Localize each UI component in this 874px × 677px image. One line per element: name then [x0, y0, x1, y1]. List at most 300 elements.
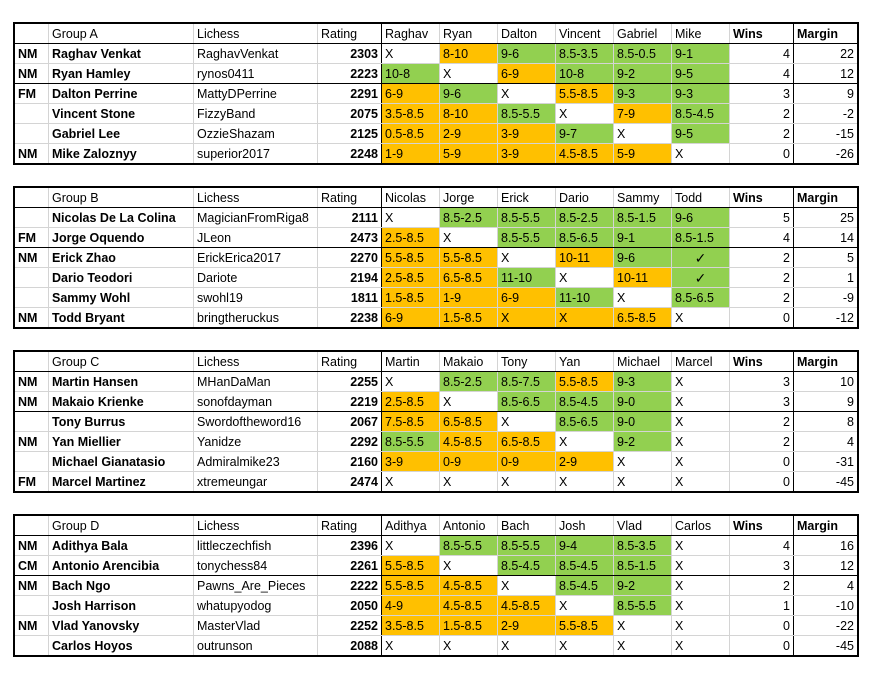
- player-name: Vincent Stone: [49, 104, 194, 124]
- opponent-column-header: Raghav: [382, 23, 440, 44]
- player-title: NM: [14, 308, 49, 329]
- match-result-cell: X: [614, 636, 672, 657]
- group-name: Group C: [49, 351, 194, 372]
- margin-value: -26: [794, 144, 859, 165]
- player-row: [14, 412, 858, 432]
- player-title: NM: [14, 536, 49, 556]
- header-rating: Rating: [318, 351, 382, 372]
- match-result-cell: X: [382, 472, 440, 493]
- match-result-cell: X: [672, 536, 730, 556]
- player-row: [14, 432, 858, 452]
- match-result-cell: 2-9: [498, 616, 556, 636]
- wins-count: 0: [730, 636, 794, 657]
- group-c-block: [13, 350, 859, 493]
- match-result-cell: 8.5-5.5: [498, 228, 556, 248]
- header-rating: Rating: [318, 515, 382, 536]
- match-result-cell: 8.5-5.5: [498, 104, 556, 124]
- match-result-cell: 8.5-2.5: [556, 208, 614, 228]
- player-name: Ryan Hamley: [49, 64, 194, 84]
- standings-table: [13, 514, 859, 657]
- wins-count: 3: [730, 84, 794, 104]
- match-result-cell: 8.5-5.5: [614, 596, 672, 616]
- header-lichess: Lichess: [194, 351, 318, 372]
- match-result-cell: X: [672, 412, 730, 432]
- match-result-cell: X: [614, 288, 672, 308]
- player-name: Yan Miellier: [49, 432, 194, 452]
- header-title-cell: [14, 187, 49, 208]
- player-name: Todd Bryant: [49, 308, 194, 329]
- match-result-cell: X: [556, 104, 614, 124]
- player-rating: 2075: [318, 104, 382, 124]
- header-margin: Margin: [794, 187, 859, 208]
- wins-count: 1: [730, 596, 794, 616]
- match-result-cell: 9-2: [614, 576, 672, 596]
- lichess-handle: Admiralmike23: [194, 452, 318, 472]
- match-result-cell: 2.5-8.5: [382, 392, 440, 412]
- player-title: NM: [14, 64, 49, 84]
- player-row: [14, 392, 858, 412]
- opponent-column-header: Martin: [382, 351, 440, 372]
- player-rating: 2303: [318, 44, 382, 64]
- player-row: [14, 596, 858, 616]
- margin-value: 10: [794, 372, 859, 392]
- margin-value: -45: [794, 472, 859, 493]
- player-rating: 2223: [318, 64, 382, 84]
- player-name: Josh Harrison: [49, 596, 194, 616]
- match-result-cell: 8.5-1.5: [614, 208, 672, 228]
- player-rating: 2252: [318, 616, 382, 636]
- player-rating: 2291: [318, 84, 382, 104]
- match-result-cell: 8.5-1.5: [672, 228, 730, 248]
- player-row: [14, 472, 858, 493]
- match-result-cell: 9-3: [672, 84, 730, 104]
- player-name: Marcel Martinez: [49, 472, 194, 493]
- header-title-cell: [14, 351, 49, 372]
- match-result-cell: 5.5-8.5: [382, 576, 440, 596]
- opponent-column-header: Dario: [556, 187, 614, 208]
- player-name: Michael Gianatasio: [49, 452, 194, 472]
- standings-table: [13, 22, 859, 165]
- player-rating: 2270: [318, 248, 382, 268]
- player-title: [14, 104, 49, 124]
- match-result-cell: 1.5-8.5: [440, 308, 498, 329]
- wins-count: 5: [730, 208, 794, 228]
- lichess-handle: outrunson: [194, 636, 318, 657]
- match-result-cell: X: [672, 596, 730, 616]
- opponent-column-header: Carlos: [672, 515, 730, 536]
- match-result-cell: X: [382, 536, 440, 556]
- check-icon-cell: ✓: [672, 268, 730, 288]
- match-result-cell: 9-5: [672, 124, 730, 144]
- match-result-cell: X: [382, 636, 440, 657]
- match-result-cell: 8.5-3.5: [614, 536, 672, 556]
- player-rating: 2050: [318, 596, 382, 616]
- player-title: NM: [14, 44, 49, 64]
- lichess-handle: ErickErica2017: [194, 248, 318, 268]
- margin-value: 9: [794, 392, 859, 412]
- match-result-cell: 2.5-8.5: [382, 268, 440, 288]
- match-result-cell: 0-9: [440, 452, 498, 472]
- match-result-cell: 4.5-8.5: [440, 432, 498, 452]
- margin-value: 1: [794, 268, 859, 288]
- match-result-cell: X: [672, 372, 730, 392]
- margin-value: 8: [794, 412, 859, 432]
- wins-count: 0: [730, 616, 794, 636]
- header-wins: Wins: [730, 351, 794, 372]
- match-result-cell: 8.5-4.5: [556, 576, 614, 596]
- wins-count: 0: [730, 472, 794, 493]
- match-result-cell: 2.5-8.5: [382, 228, 440, 248]
- match-result-cell: X: [498, 308, 556, 329]
- match-result-cell: X: [672, 616, 730, 636]
- lichess-handle: littleczechfish: [194, 536, 318, 556]
- match-result-cell: X: [672, 556, 730, 576]
- player-row: [14, 84, 858, 104]
- wins-count: 4: [730, 64, 794, 84]
- wins-count: 0: [730, 308, 794, 329]
- match-result-cell: 9-6: [672, 208, 730, 228]
- player-row: [14, 308, 858, 329]
- match-result-cell: 8.5-5.5: [498, 208, 556, 228]
- player-rating: 2111: [318, 208, 382, 228]
- match-result-cell: 6-9: [382, 84, 440, 104]
- player-row: [14, 556, 858, 576]
- match-result-cell: 4.5-8.5: [440, 576, 498, 596]
- match-result-cell: X: [672, 472, 730, 493]
- group-name: Group A: [49, 23, 194, 44]
- header-lichess: Lichess: [194, 187, 318, 208]
- player-rating: 2473: [318, 228, 382, 248]
- match-result-cell: X: [382, 372, 440, 392]
- opponent-column-header: Marcel: [672, 351, 730, 372]
- match-result-cell: X: [556, 308, 614, 329]
- lichess-handle: MagicianFromRiga8: [194, 208, 318, 228]
- opponent-column-header: Todd: [672, 187, 730, 208]
- player-title: NM: [14, 392, 49, 412]
- player-row: [14, 228, 858, 248]
- match-result-cell: 8-10: [440, 44, 498, 64]
- match-result-cell: 0.5-8.5: [382, 124, 440, 144]
- lichess-handle: swohl19: [194, 288, 318, 308]
- header-title-cell: [14, 23, 49, 44]
- check-icon-cell: ✓: [672, 248, 730, 268]
- header-wins: Wins: [730, 187, 794, 208]
- match-result-cell: X: [556, 268, 614, 288]
- player-row: [14, 104, 858, 124]
- match-result-cell: 10-11: [614, 268, 672, 288]
- wins-count: 2: [730, 576, 794, 596]
- header-row: [14, 351, 858, 372]
- wins-count: 2: [730, 124, 794, 144]
- match-result-cell: 8.5-4.5: [672, 104, 730, 124]
- opponent-column-header: Sammy: [614, 187, 672, 208]
- match-result-cell: 0-9: [498, 452, 556, 472]
- lichess-handle: Dariote: [194, 268, 318, 288]
- player-title: [14, 636, 49, 657]
- player-row: [14, 616, 858, 636]
- player-rating: 2255: [318, 372, 382, 392]
- match-result-cell: X: [556, 636, 614, 657]
- match-result-cell: 4.5-8.5: [556, 144, 614, 165]
- match-result-cell: 4.5-8.5: [498, 596, 556, 616]
- lichess-handle: rynos0411: [194, 64, 318, 84]
- player-rating: 2292: [318, 432, 382, 452]
- lichess-handle: tonychess84: [194, 556, 318, 576]
- match-result-cell: X: [498, 84, 556, 104]
- player-row: [14, 452, 858, 472]
- opponent-column-header: Jorge: [440, 187, 498, 208]
- match-result-cell: X: [614, 616, 672, 636]
- group-d-block: [13, 514, 859, 657]
- player-name: Carlos Hoyos: [49, 636, 194, 657]
- header-wins: Wins: [730, 23, 794, 44]
- lichess-handle: OzzieShazam: [194, 124, 318, 144]
- match-result-cell: X: [672, 576, 730, 596]
- header-row: [14, 187, 858, 208]
- match-result-cell: 5.5-8.5: [556, 372, 614, 392]
- opponent-column-header: Tony: [498, 351, 556, 372]
- match-result-cell: X: [498, 412, 556, 432]
- wins-count: 4: [730, 228, 794, 248]
- opponent-column-header: Adithya: [382, 515, 440, 536]
- player-name: Gabriel Lee: [49, 124, 194, 144]
- player-title: NM: [14, 616, 49, 636]
- margin-value: -2: [794, 104, 859, 124]
- match-result-cell: 3.5-8.5: [382, 104, 440, 124]
- player-name: Jorge Oquendo: [49, 228, 194, 248]
- player-title: [14, 288, 49, 308]
- player-name: Sammy Wohl: [49, 288, 194, 308]
- match-result-cell: 1.5-8.5: [440, 616, 498, 636]
- margin-value: -31: [794, 452, 859, 472]
- header-lichess: Lichess: [194, 515, 318, 536]
- match-result-cell: 8-10: [440, 104, 498, 124]
- match-result-cell: X: [672, 636, 730, 657]
- group-a-block: [13, 22, 859, 165]
- group-b-block: [13, 186, 859, 329]
- opponent-column-header: Antonio: [440, 515, 498, 536]
- header-row: [14, 23, 858, 44]
- margin-value: 5: [794, 248, 859, 268]
- player-rating: 2219: [318, 392, 382, 412]
- match-result-cell: 2-9: [556, 452, 614, 472]
- match-result-cell: 11-10: [556, 288, 614, 308]
- header-rating: Rating: [318, 187, 382, 208]
- opponent-column-header: Mike: [672, 23, 730, 44]
- match-result-cell: 8.5-2.5: [440, 208, 498, 228]
- player-rating: 2194: [318, 268, 382, 288]
- margin-value: -10: [794, 596, 859, 616]
- match-result-cell: X: [556, 596, 614, 616]
- player-row: [14, 576, 858, 596]
- player-row: [14, 636, 858, 657]
- player-row: [14, 124, 858, 144]
- match-result-cell: 3-9: [498, 124, 556, 144]
- margin-value: 4: [794, 432, 859, 452]
- player-rating: 2238: [318, 308, 382, 329]
- player-rating: 2261: [318, 556, 382, 576]
- margin-value: -22: [794, 616, 859, 636]
- player-row: [14, 64, 858, 84]
- wins-count: 0: [730, 144, 794, 165]
- match-result-cell: X: [498, 576, 556, 596]
- match-result-cell: 8.5-5.5: [498, 536, 556, 556]
- match-result-cell: 1.5-8.5: [382, 288, 440, 308]
- opponent-column-header: Michael: [614, 351, 672, 372]
- header-row: [14, 515, 858, 536]
- margin-value: 9: [794, 84, 859, 104]
- wins-count: 2: [730, 248, 794, 268]
- player-name: Dalton Perrine: [49, 84, 194, 104]
- match-result-cell: 3-9: [382, 452, 440, 472]
- player-title: [14, 208, 49, 228]
- match-result-cell: 8.5-5.5: [382, 432, 440, 452]
- match-result-cell: 1-9: [440, 288, 498, 308]
- match-result-cell: 9-5: [672, 64, 730, 84]
- match-result-cell: 8.5-4.5: [556, 556, 614, 576]
- header-wins: Wins: [730, 515, 794, 536]
- match-result-cell: X: [556, 472, 614, 493]
- match-result-cell: X: [440, 556, 498, 576]
- match-result-cell: 9-2: [614, 432, 672, 452]
- match-result-cell: X: [614, 452, 672, 472]
- player-title: NM: [14, 144, 49, 165]
- match-result-cell: X: [440, 636, 498, 657]
- match-result-cell: 8.5-1.5: [614, 556, 672, 576]
- player-name: Adithya Bala: [49, 536, 194, 556]
- match-result-cell: 8.5-6.5: [498, 392, 556, 412]
- player-name: Raghav Venkat: [49, 44, 194, 64]
- wins-count: 3: [730, 372, 794, 392]
- standings-table: [13, 186, 859, 329]
- match-result-cell: 9-6: [614, 248, 672, 268]
- match-result-cell: 4-9: [382, 596, 440, 616]
- lichess-handle: bringtheruckus: [194, 308, 318, 329]
- match-result-cell: 9-6: [440, 84, 498, 104]
- player-rating: 1811: [318, 288, 382, 308]
- margin-value: 14: [794, 228, 859, 248]
- player-name: Vlad Yanovsky: [49, 616, 194, 636]
- player-name: Erick Zhao: [49, 248, 194, 268]
- match-result-cell: 8.5-6.5: [672, 288, 730, 308]
- match-result-cell: 9-0: [614, 392, 672, 412]
- match-result-cell: 9-4: [556, 536, 614, 556]
- match-result-cell: 9-1: [614, 228, 672, 248]
- player-title: NM: [14, 248, 49, 268]
- margin-value: -12: [794, 308, 859, 329]
- lichess-handle: xtremeungar: [194, 472, 318, 493]
- match-result-cell: X: [498, 636, 556, 657]
- lichess-handle: Yanidze: [194, 432, 318, 452]
- wins-count: 3: [730, 556, 794, 576]
- match-result-cell: 11-10: [498, 268, 556, 288]
- player-title: [14, 268, 49, 288]
- margin-value: -15: [794, 124, 859, 144]
- match-result-cell: 6.5-8.5: [614, 308, 672, 329]
- match-result-cell: 9-1: [672, 44, 730, 64]
- lichess-handle: RaghavVenkat: [194, 44, 318, 64]
- match-result-cell: 9-3: [614, 372, 672, 392]
- player-title: NM: [14, 372, 49, 392]
- wins-count: 2: [730, 288, 794, 308]
- match-result-cell: 8.5-7.5: [498, 372, 556, 392]
- match-result-cell: 9-6: [498, 44, 556, 64]
- player-name: Antonio Arencibia: [49, 556, 194, 576]
- player-row: [14, 248, 858, 268]
- opponent-column-header: Nicolas: [382, 187, 440, 208]
- match-result-cell: 7-9: [614, 104, 672, 124]
- lichess-handle: Swordoftheword16: [194, 412, 318, 432]
- wins-count: 2: [730, 268, 794, 288]
- margin-value: 22: [794, 44, 859, 64]
- player-row: [14, 372, 858, 392]
- player-row: [14, 208, 858, 228]
- opponent-column-header: Ryan: [440, 23, 498, 44]
- group-name: Group B: [49, 187, 194, 208]
- player-title: [14, 596, 49, 616]
- lichess-handle: JLeon: [194, 228, 318, 248]
- wins-count: 2: [730, 104, 794, 124]
- match-result-cell: 9-7: [556, 124, 614, 144]
- match-result-cell: X: [672, 308, 730, 329]
- match-result-cell: 5.5-8.5: [556, 84, 614, 104]
- margin-value: 12: [794, 556, 859, 576]
- match-result-cell: 10-8: [382, 64, 440, 84]
- lichess-handle: FizzyBand: [194, 104, 318, 124]
- player-rating: 2222: [318, 576, 382, 596]
- match-result-cell: X: [382, 208, 440, 228]
- opponent-column-header: Dalton: [498, 23, 556, 44]
- player-name: Nicolas De La Colina: [49, 208, 194, 228]
- player-name: Makaio Krienke: [49, 392, 194, 412]
- opponent-column-header: Josh: [556, 515, 614, 536]
- match-result-cell: 8.5-3.5: [556, 44, 614, 64]
- player-row: [14, 268, 858, 288]
- match-result-cell: 8.5-5.5: [440, 536, 498, 556]
- match-result-cell: X: [672, 432, 730, 452]
- player-title: [14, 452, 49, 472]
- player-row: [14, 44, 858, 64]
- group-name: Group D: [49, 515, 194, 536]
- match-result-cell: 6.5-8.5: [440, 268, 498, 288]
- match-result-cell: 5.5-8.5: [440, 248, 498, 268]
- lichess-handle: Pawns_Are_Pieces: [194, 576, 318, 596]
- match-result-cell: X: [498, 472, 556, 493]
- match-result-cell: 9-3: [614, 84, 672, 104]
- player-title: NM: [14, 576, 49, 596]
- header-title-cell: [14, 515, 49, 536]
- match-result-cell: X: [556, 432, 614, 452]
- match-result-cell: 6-9: [498, 64, 556, 84]
- player-rating: 2396: [318, 536, 382, 556]
- player-title: FM: [14, 84, 49, 104]
- opponent-column-header: Yan: [556, 351, 614, 372]
- player-rating: 2248: [318, 144, 382, 165]
- match-result-cell: 2-9: [440, 124, 498, 144]
- lichess-handle: superior2017: [194, 144, 318, 165]
- player-title: CM: [14, 556, 49, 576]
- player-row: [14, 536, 858, 556]
- match-result-cell: 9-0: [614, 412, 672, 432]
- match-result-cell: 3-9: [498, 144, 556, 165]
- margin-value: 4: [794, 576, 859, 596]
- match-result-cell: 6.5-8.5: [498, 432, 556, 452]
- match-result-cell: 5-9: [440, 144, 498, 165]
- wins-count: 2: [730, 412, 794, 432]
- player-rating: 2125: [318, 124, 382, 144]
- match-result-cell: 9-2: [614, 64, 672, 84]
- wins-count: 0: [730, 452, 794, 472]
